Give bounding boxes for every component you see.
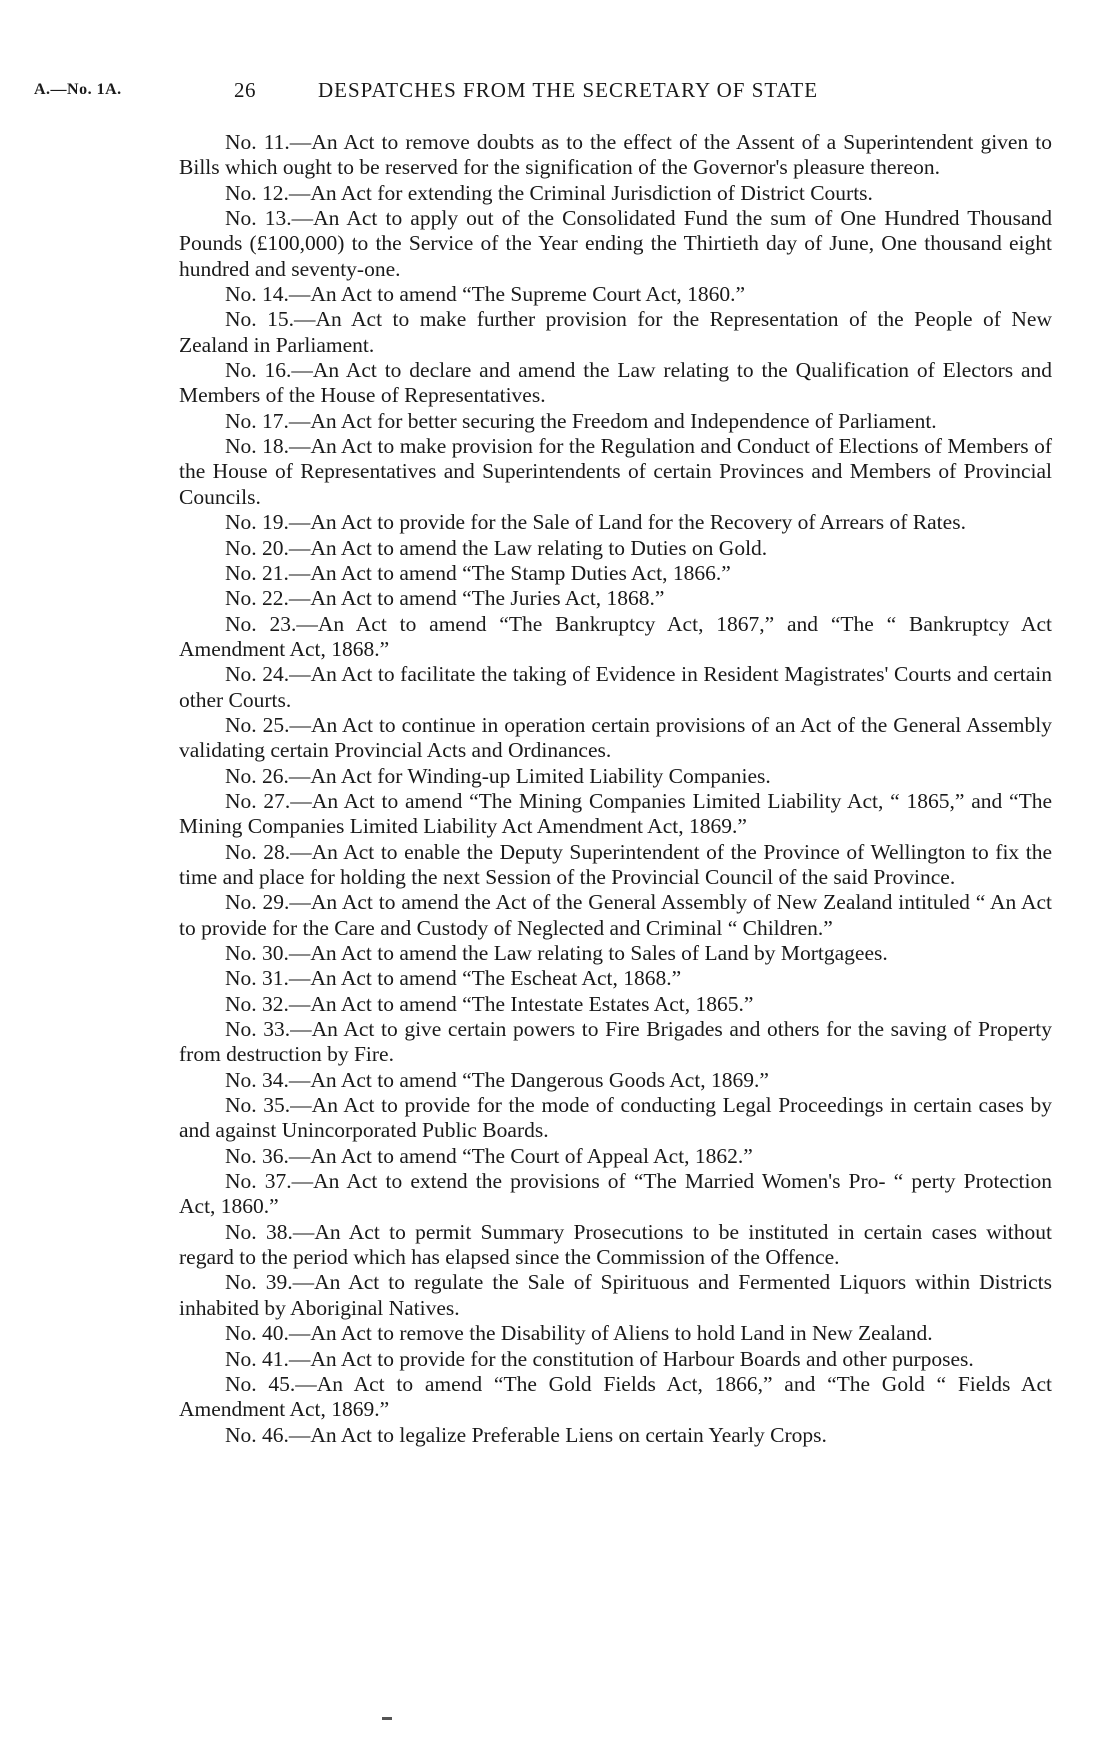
act-entry: No. 30.—An Act to amend the Law relating to Sales of Land by Mortgagees. <box>225 941 888 965</box>
act-entry: No. 19.—An Act to provide for the Sale of Land for the Recovery of Arrears of Rates. <box>225 510 966 535</box>
act-entry: No. 35.—An Act to provide for the mode of conducting Legal Proceedings in certain cases by and against Unincorporated Public Boards. <box>179 1093 1052 1143</box>
act-entry: No. 21.—An Act to amend “The Stamp Duties Act, 1866.” <box>225 560 731 585</box>
act-entry: No. 38.—An Act to permit Summary Prosecutions to be instituted in certain cases without regard to the period which has elapsed since the Commission of the Offence. <box>179 1219 1052 1270</box>
act-entry: No. 31.—An Act to amend “The Escheat Act, 1868.” <box>225 966 682 991</box>
acts-list <box>179 130 1052 1448</box>
act-entry: No. 34.—An Act to amend “The Dangerous Goods Act, 1869.” <box>225 1067 769 1092</box>
act-entry: No. 36.—An Act to amend “The Court of Appeal Act, 1862.” <box>225 1143 753 1168</box>
act-entry: No. 46.—An Act to legalize Preferable Liens on certain Yearly Crops. <box>225 1422 827 1447</box>
act-entry: No. 18.—An Act to make provision for the Regulation and Conduct of Elections of Members of the House of Representatives and Superintendents of certain Provinces and Members of Provincial Councils. <box>179 434 1052 509</box>
print-mark <box>382 1717 392 1720</box>
act-entry: No. 24.—An Act to facilitate the taking of Evidence in Resident Magistrates' Courts and certain other Courts. <box>179 662 1052 712</box>
act-entry: No. 20.—An Act to amend the Law relating to Duties on Gold. <box>225 535 768 560</box>
act-entry: No. 22.—An Act to amend “The Juries Act, 1868.” <box>225 586 665 611</box>
act-entry: No. 32.—An Act to amend “The Intestate Estates Act, 1865.” <box>225 991 754 1016</box>
act-entry: No. 11.—An Act to remove doubts as to the effect of the Assent of a Superintendent given to Bills which ought to be reserved for the signification of the Governor's pleasure thereon. <box>179 130 1052 180</box>
act-entry: No. 13.—An Act to apply out of the Consolidated Fund the sum of One Hundred Thousand Pounds (£100,000) to the Service of the Year ending the Thirtieth day of June, One thousand eight hundred and seventy-one. <box>179 206 1052 281</box>
act-entry: No. 29.—An Act to amend the Act of the General Assembly of New Zealand intituled “ An Act to provide for the Care and Custody of Neglected and Criminal “ Children.” <box>179 890 1052 940</box>
act-entry: No. 25.—An Act to continue in operation certain provisions of an Act of the General Assembly validating certain Provincial Acts and Ordinances. <box>179 712 1052 763</box>
act-entry: No. 16.—An Act to declare and amend the Law relating to the Qualification of Electors and Members of the House of Representatives. <box>179 358 1052 408</box>
act-entry: No. 17.—An Act for better securing the Freedom and Independence of Parliament. <box>225 408 937 433</box>
act-entry: No. 23.—An Act to amend “The Bankruptcy Act, 1867,” and “The “ Bankruptcy Act Amendment Act, 1868.” <box>179 611 1052 661</box>
act-entry: No. 14.—An Act to amend “The Supreme Court Act, 1860.” <box>225 282 746 307</box>
act-entry: No. 37.—An Act to extend the provisions of “The Married Women's Pro- “ perty Protection Act, 1860.” <box>179 1169 1052 1219</box>
act-entry: No. 41.—An Act to provide for the constitution of Harbour Boards and other purposes. <box>225 1346 974 1371</box>
act-entry: No. 33.—An Act to give certain powers to Fire Brigades and others for the saving of Property from destruction by Fire. <box>179 1017 1052 1067</box>
document-reference: A.—No. 1A. <box>34 81 122 98</box>
act-entry: No. 12.—An Act for extending the Criminal Jurisdiction of District Courts. <box>225 180 873 205</box>
act-entry: No. 40.—An Act to remove the Disability of Aliens to hold Land in New Zealand. <box>225 1321 933 1346</box>
act-entry: No. 27.—An Act to amend “The Mining Companies Limited Liability Act, “ 1865,” and “The Mining Companies Limited Liability Act Amendment Act, 1869.” <box>179 788 1052 839</box>
act-entry: No. 26.—An Act for Winding-up Limited Liability Companies. <box>225 763 771 788</box>
act-entry: No. 39.—An Act to regulate the Sale of Spirituous and Fermented Liquors within Districts inhabited by Aboriginal Natives. <box>179 1270 1052 1320</box>
page-number: 26 <box>234 78 256 102</box>
act-entry: No. 15.—An Act to make further provision for the Representation of the People of New Zealand in Parliament. <box>179 307 1052 357</box>
running-title: DESPATCHES FROM THE SECRETARY OF STATE <box>318 78 819 102</box>
act-entry: No. 28.—An Act to enable the Deputy Superintendent of the Province of Wellington to fix the time and place for holding the next Session of the Provincial Council of the said Province. <box>179 839 1052 889</box>
page-header <box>34 78 1054 106</box>
act-entry: No. 45.—An Act to amend “The Gold Fields Act, 1866,” and “The Gold “ Fields Act Amendment Act, 1869.” <box>179 1371 1052 1422</box>
